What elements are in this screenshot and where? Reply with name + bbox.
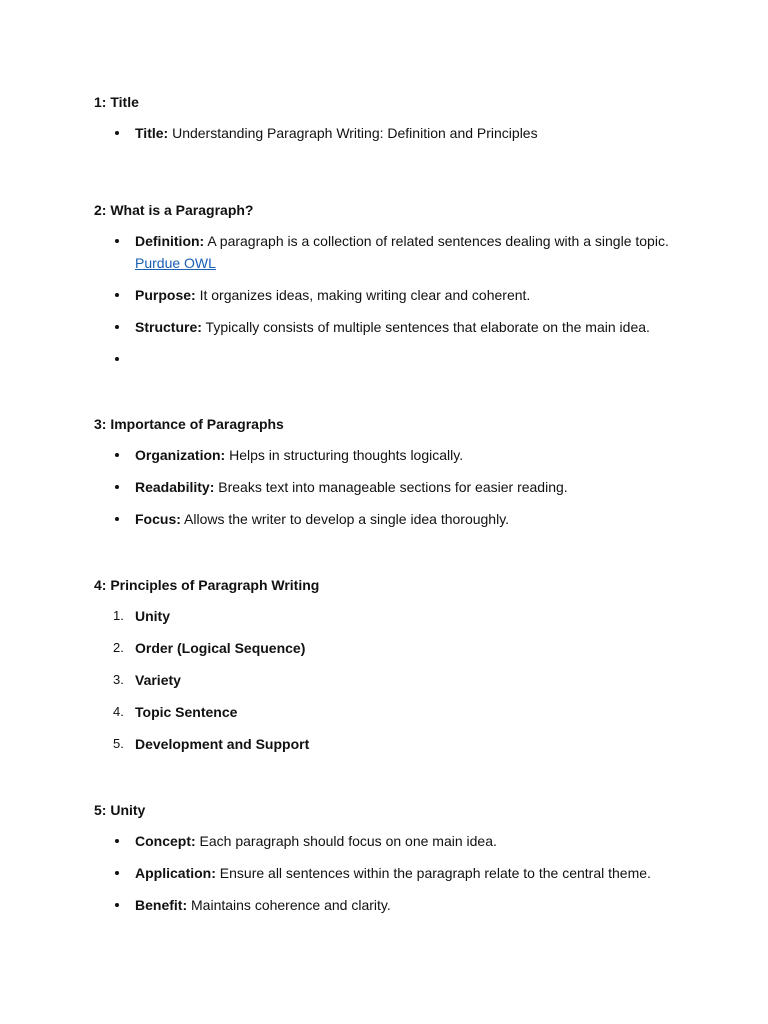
bullet-text: Each paragraph should focus on one main idea.	[195, 833, 497, 849]
principle-label: Topic Sentence	[135, 704, 238, 720]
bullet-text: A paragraph is a collection of related sentences dealing with a single topic.	[204, 233, 669, 249]
list-number: 3.	[113, 672, 124, 687]
bullet-term: Application:	[135, 865, 216, 881]
section-importance	[94, 414, 694, 575]
bullet-item	[94, 316, 694, 338]
list-number: 1.	[113, 608, 124, 623]
bullet-term: Organization:	[135, 447, 226, 463]
list-number: 2.	[113, 640, 124, 655]
bullet-term: Title:	[135, 125, 169, 141]
bullet-item	[94, 476, 694, 498]
bullet-term: Concept:	[135, 833, 196, 849]
bullet-text: It organizes ideas, making writing clear and coherent.	[195, 287, 531, 303]
bullet-item	[94, 894, 694, 916]
section-heading: 2: What is a Paragraph?	[94, 202, 254, 218]
bullet-item	[94, 830, 694, 852]
section-principles	[94, 575, 694, 800]
bullet-text: Allows the writer to develop a single idea thoroughly.	[180, 511, 510, 527]
empty-bullet-item	[94, 348, 694, 370]
numbered-item	[94, 733, 694, 755]
section-unity	[94, 800, 694, 930]
bullet-term: Benefit:	[135, 897, 188, 913]
section-heading: 4: Principles of Paragraph Writing	[94, 577, 320, 593]
bullet-text: Understanding Paragraph Writing: Definition and Principles	[168, 125, 538, 141]
document-body	[94, 92, 694, 930]
section-what-is-paragraph	[94, 200, 694, 414]
bullet-list	[94, 122, 694, 144]
bullet-text: Maintains coherence and clarity.	[187, 897, 391, 913]
bullet-term: Structure:	[135, 319, 202, 335]
bullet-term: Definition:	[135, 233, 205, 249]
numbered-item	[94, 669, 694, 691]
bullet-item	[94, 862, 694, 884]
bullet-text: Typically consists of multiple sentences that elaborate on the main idea.	[201, 319, 650, 335]
section-heading: 1: Title	[94, 94, 139, 110]
bullet-text: Helps in structuring thoughts logically.	[225, 447, 464, 463]
numbered-item	[94, 701, 694, 723]
principle-label: Unity	[135, 608, 170, 624]
numbered-item	[94, 637, 694, 659]
numbered-list	[94, 605, 694, 755]
bullet-item	[94, 444, 694, 466]
bullet-item	[94, 284, 694, 306]
principle-label: Development and Support	[135, 736, 310, 752]
bullet-term: Readability:	[135, 479, 215, 495]
list-number: 5.	[113, 736, 124, 751]
bullet-item	[94, 230, 694, 274]
bullet-text: Ensure all sentences within the paragraph relate to the central theme.	[215, 865, 651, 881]
section-title	[94, 92, 694, 200]
principle-label: Variety	[135, 672, 181, 688]
bullet-list	[94, 830, 694, 916]
section-heading: 3: Importance of Paragraphs	[94, 416, 284, 432]
list-number: 4.	[113, 704, 124, 719]
bullet-list	[94, 230, 694, 370]
bullet-term: Focus:	[135, 511, 181, 527]
bullet-item	[94, 122, 694, 144]
numbered-item	[94, 605, 694, 627]
section-heading: 5: Unity	[94, 802, 146, 818]
bullet-list	[94, 444, 694, 530]
purdue-owl-link[interactable]: Purdue OWL	[135, 255, 216, 271]
bullet-term: Purpose:	[135, 287, 196, 303]
bullet-text: Breaks text into manageable sections for easier reading.	[214, 479, 568, 495]
principle-label: Order (Logical Sequence)	[135, 640, 306, 656]
bullet-item	[94, 508, 694, 530]
